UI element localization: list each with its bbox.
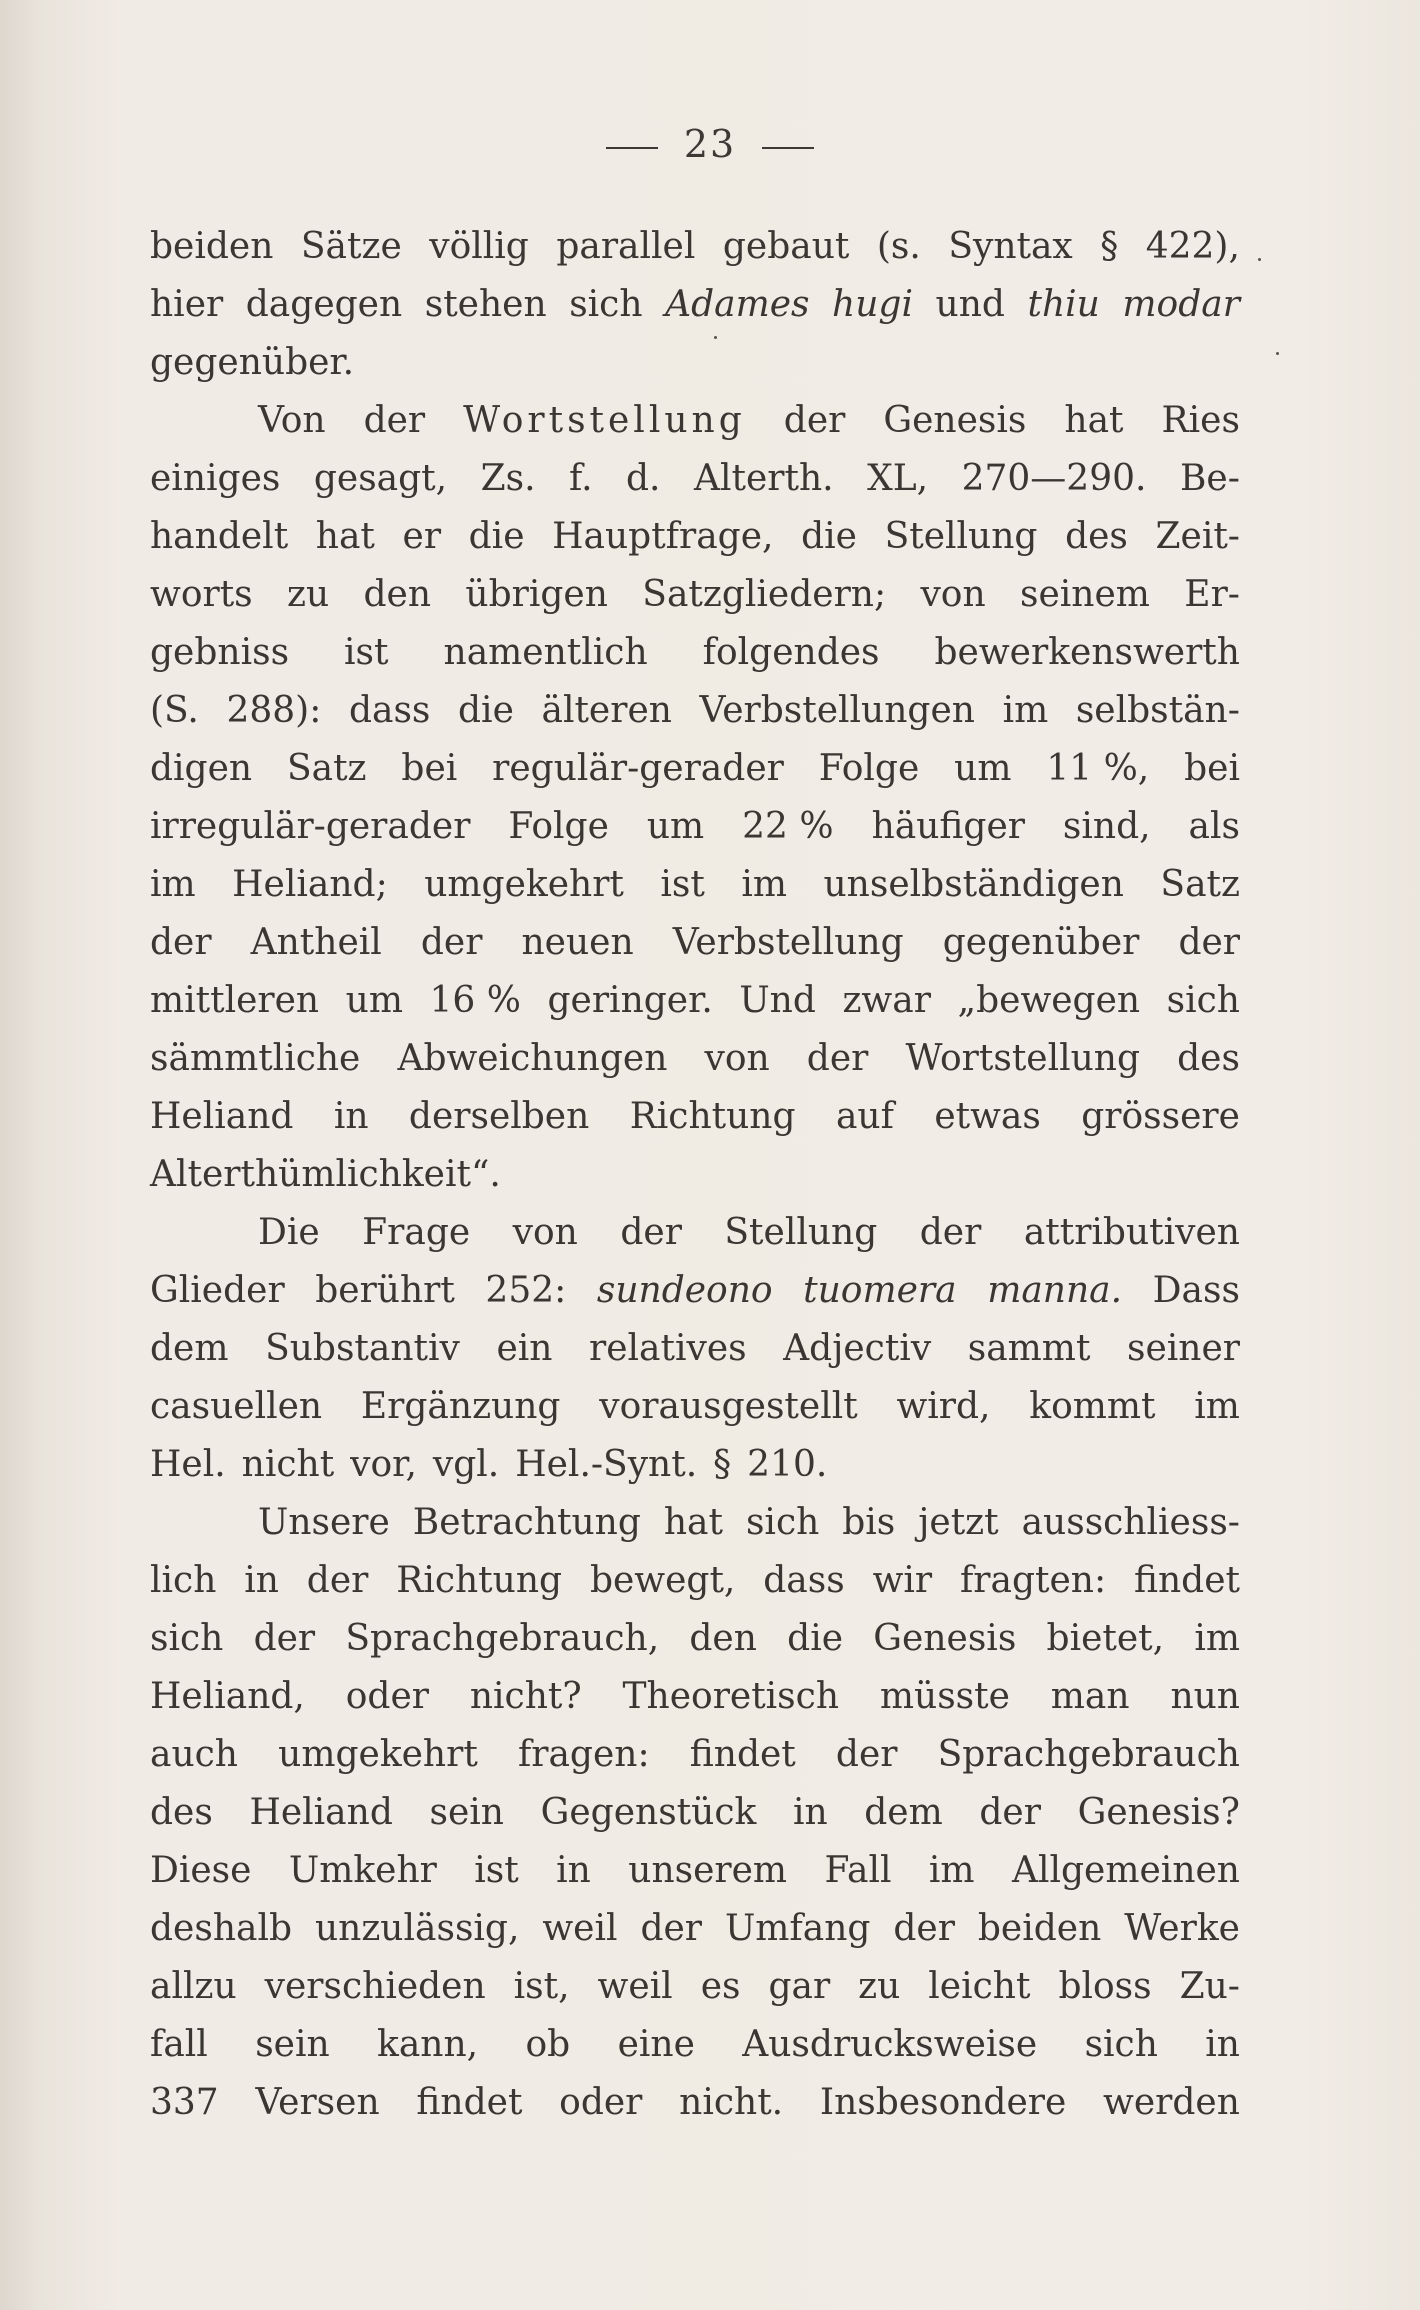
word: Werke: [1124, 1908, 1240, 1949]
word: der: [150, 922, 212, 963]
text-line: [150, 1030, 1240, 1088]
text-line: [150, 972, 1240, 1030]
word: Syntax: [948, 226, 1073, 267]
word: etwas: [934, 1096, 1041, 1137]
text-line: [150, 334, 1240, 392]
word: 210.: [747, 1444, 828, 1485]
word: er: [402, 516, 442, 557]
word: geringer.: [547, 980, 713, 1021]
word: Folge: [508, 806, 609, 847]
word: nicht.: [679, 2082, 784, 2123]
word: Gegenstück: [540, 1792, 757, 1833]
text-line: [150, 856, 1240, 914]
word: allzu: [150, 1966, 237, 2007]
word: 16 %: [429, 980, 521, 1021]
word: ob: [525, 2024, 571, 2065]
word: namentlich: [443, 632, 648, 673]
word: Satzgliedern;: [642, 574, 887, 615]
word: Hauptfrage,: [552, 516, 774, 557]
word: Umfang: [724, 1908, 871, 1949]
word: 288):: [226, 690, 322, 731]
word: Wortstellung: [463, 400, 746, 441]
word: bis: [842, 1502, 896, 1543]
word: einiges: [150, 458, 281, 499]
word: von: [920, 574, 986, 615]
text-line: [150, 1436, 1240, 1494]
word: Zeit-: [1155, 516, 1240, 557]
word: Ausdrucksweise: [742, 2024, 1038, 2065]
word: sich: [569, 284, 643, 325]
word: umgekehrt: [278, 1734, 478, 1775]
text-line: [150, 1088, 1240, 1146]
word: Richtung: [629, 1096, 796, 1137]
word: thiu: [1027, 284, 1100, 325]
text-line: [150, 914, 1240, 972]
word: die: [468, 516, 525, 557]
text-line: [150, 1900, 1240, 1958]
word: §: [713, 1444, 732, 1485]
word: manna.: [987, 1270, 1123, 1311]
word: bewerkenswerth: [934, 632, 1240, 673]
word: Hel.: [150, 1444, 226, 1485]
word: bietet,: [1046, 1618, 1165, 1659]
word: des: [1065, 516, 1128, 557]
word: seiner: [1126, 1328, 1240, 1369]
text-line: [150, 218, 1240, 276]
word: zwar: [842, 980, 931, 1021]
word: im: [928, 1850, 975, 1891]
word: des: [1177, 1038, 1240, 1079]
word: Diese: [150, 1850, 252, 1891]
word: in: [556, 1850, 591, 1891]
word: der: [620, 1212, 682, 1253]
word: Alterthümlichkeit“.: [150, 1154, 501, 1195]
word: parallel: [556, 226, 696, 267]
word: gar: [768, 1966, 831, 2007]
word: „bewegen: [957, 980, 1141, 1021]
word: auf: [835, 1096, 894, 1137]
word: Genesis?: [1077, 1792, 1240, 1833]
word: Stellung: [884, 516, 1038, 557]
word: Sprachgebrauch: [937, 1734, 1240, 1775]
word: von: [512, 1212, 578, 1253]
word: Genesis: [883, 400, 1027, 441]
word: übrigen: [465, 574, 608, 615]
word: Sprachgebrauch,: [345, 1618, 660, 1659]
word: Folge: [818, 748, 920, 789]
word: selbstän-: [1075, 690, 1240, 731]
word: Glieder: [150, 1270, 285, 1311]
word: Substantiv: [265, 1328, 460, 1369]
word: Alterth.: [694, 458, 834, 499]
word: wir: [872, 1560, 933, 1601]
word: Verbstellung: [672, 922, 904, 963]
text-line: [150, 682, 1240, 740]
word: sich: [1084, 2024, 1158, 2065]
word: wird,: [896, 1386, 991, 1427]
word: umgekehrt: [424, 864, 624, 905]
word: ein: [496, 1328, 553, 1369]
word: und: [935, 284, 1005, 325]
body-text: [150, 218, 1240, 2132]
word: eine: [617, 2024, 695, 2065]
word: (s.: [876, 226, 921, 267]
header-dash-right: [762, 147, 814, 149]
word: §: [1100, 226, 1119, 267]
word: ist: [660, 864, 705, 905]
text-line: [150, 1204, 1240, 1262]
word: oder: [345, 1676, 429, 1717]
word: Ergänzung: [360, 1386, 561, 1427]
word: im: [1002, 690, 1049, 731]
word: werden: [1103, 2082, 1240, 2123]
word: im: [1194, 1386, 1240, 1427]
word: der: [893, 1908, 955, 1949]
word: als: [1188, 806, 1240, 847]
text-line: [150, 1494, 1240, 1552]
word: sammt: [967, 1328, 1091, 1369]
text-line: [150, 740, 1240, 798]
word: Heliand: [150, 1096, 294, 1137]
word: dass: [348, 690, 431, 731]
word: müsste: [879, 1676, 1010, 1717]
word: im: [150, 864, 196, 905]
word: weil: [597, 1966, 673, 2007]
text-line: [150, 1842, 1240, 1900]
word: älteren: [541, 690, 672, 731]
word: der: [806, 1038, 869, 1079]
word: folgendes: [702, 632, 880, 673]
word: von: [704, 1038, 770, 1079]
word: Stellung: [724, 1212, 878, 1253]
word: es: [700, 1966, 741, 2007]
page-header: [0, 122, 1420, 166]
word: gegenüber: [942, 922, 1140, 963]
word: sein: [255, 2024, 330, 2065]
word: Abweichungen: [397, 1038, 668, 1079]
word: berührt: [315, 1270, 455, 1311]
word: um: [345, 980, 403, 1021]
text-line: [150, 1262, 1240, 1320]
word: hier: [150, 284, 224, 325]
page-number: 23: [683, 122, 737, 166]
word: der: [835, 1734, 898, 1775]
word: sich: [1166, 980, 1240, 1021]
word: d.: [626, 458, 661, 499]
word: seinem: [1020, 574, 1150, 615]
word: Er-: [1184, 574, 1240, 615]
word: dem: [150, 1328, 229, 1369]
word: hat: [1064, 400, 1124, 441]
word: Verbstellungen: [699, 690, 975, 731]
word: Und: [739, 980, 816, 1021]
word: Heliand;: [232, 864, 388, 905]
text-line: [150, 1726, 1240, 1784]
word: (S.: [150, 690, 199, 731]
word: Genesis: [873, 1618, 1017, 1659]
word: handelt: [150, 516, 289, 557]
text-line: [150, 1958, 1240, 2016]
word: fragten:: [959, 1560, 1107, 1601]
word: vorausgestellt: [599, 1386, 858, 1427]
word: bloss: [1058, 1966, 1152, 2007]
header-dash-left: [606, 147, 658, 149]
word: der: [420, 922, 483, 963]
word: der: [1178, 922, 1240, 963]
word: weil: [542, 1908, 618, 1949]
word: regulär-gerader: [492, 748, 784, 789]
word: lich: [150, 1560, 217, 1601]
word: digen: [150, 748, 253, 789]
word: in: [792, 1792, 828, 1833]
word: bewegt,: [589, 1560, 736, 1601]
word: kommt: [1029, 1386, 1156, 1427]
word: dagegen: [245, 284, 403, 325]
word: bei: [401, 748, 458, 789]
word: 422),: [1145, 226, 1240, 267]
word: der: [640, 1908, 703, 1949]
word: nicht?: [469, 1676, 582, 1717]
word: oder: [559, 2082, 643, 2123]
text-line: [150, 798, 1240, 856]
word: Ries: [1161, 400, 1240, 441]
word: kann,: [377, 2024, 479, 2065]
text-line: [150, 1320, 1240, 1378]
word: derselben: [408, 1096, 590, 1137]
text-line: [150, 276, 1240, 334]
word: sundeono: [596, 1270, 773, 1311]
word: gebniss: [150, 632, 290, 673]
word: mittleren: [150, 980, 320, 1021]
text-line: [150, 2016, 1240, 2074]
word: tuomera: [803, 1270, 957, 1311]
text-line: [150, 1378, 1240, 1436]
word: nun: [1170, 1676, 1240, 1717]
print-speck: [1258, 258, 1261, 261]
word: XL,: [867, 458, 929, 499]
word: 11 %,: [1046, 748, 1150, 789]
word: gebaut: [722, 226, 850, 267]
text-line: [150, 1610, 1240, 1668]
word: der: [363, 400, 426, 441]
word: den: [689, 1618, 757, 1659]
word: Antheil: [250, 922, 382, 963]
word: völlig: [429, 226, 529, 267]
word: sich: [150, 1618, 224, 1659]
word: 22 %: [742, 806, 834, 847]
word: Heliand,: [150, 1676, 305, 1717]
word: man: [1050, 1676, 1130, 1717]
text-line: [150, 1552, 1240, 1610]
word: der: [783, 400, 846, 441]
word: attributiven: [1023, 1212, 1240, 1253]
text-line: [150, 1784, 1240, 1842]
text-line: [150, 392, 1240, 450]
word: hat: [315, 516, 375, 557]
word: ist: [474, 1850, 519, 1891]
text-line: [150, 508, 1240, 566]
word: Unsere: [258, 1502, 390, 1543]
word: Satz: [286, 748, 367, 789]
word: fragen:: [517, 1734, 650, 1775]
word: Sätze: [300, 226, 402, 267]
word: Die: [258, 1212, 320, 1253]
word: fall: [150, 2024, 208, 2065]
word: hat: [663, 1502, 723, 1543]
text-line: [150, 2074, 1240, 2132]
text-line: [150, 624, 1240, 682]
word: Versen: [255, 2082, 380, 2123]
word: Richtung: [396, 1560, 563, 1601]
word: findet: [1133, 1560, 1240, 1601]
word: ist,: [513, 1966, 570, 2007]
word: Theoretisch: [622, 1676, 840, 1717]
word: des: [150, 1792, 213, 1833]
word: Von: [258, 400, 326, 441]
word: Satz: [1160, 864, 1240, 905]
word: deshalb: [150, 1908, 293, 1949]
word: nicht: [241, 1444, 335, 1485]
word: vor,: [350, 1444, 417, 1485]
word: Allgemeinen: [1011, 1850, 1240, 1891]
word: in: [333, 1096, 369, 1137]
word: die: [458, 690, 514, 731]
word: Zs.: [480, 458, 536, 499]
word: unserem: [628, 1850, 788, 1891]
word: auch: [150, 1734, 238, 1775]
text-line: [150, 1668, 1240, 1726]
word: sämmtliche: [150, 1038, 361, 1079]
word: um: [646, 806, 705, 847]
word: Dass: [1152, 1270, 1240, 1311]
word: Be-: [1179, 458, 1240, 499]
text-line: [150, 566, 1240, 624]
word: hugi: [832, 284, 913, 325]
word: ausschliess-: [1021, 1502, 1240, 1543]
word: in: [1205, 2024, 1240, 2065]
word: Wortstellung: [905, 1038, 1141, 1079]
word: zu: [858, 1966, 901, 2007]
word: unselbständigen: [823, 864, 1124, 905]
word: dem: [864, 1792, 943, 1833]
word: Adjectiv: [783, 1328, 932, 1369]
word: die: [787, 1618, 844, 1659]
word: Zu-: [1179, 1966, 1240, 2007]
word: im: [1194, 1618, 1240, 1659]
word: Umkehr: [288, 1850, 437, 1891]
print-speck: [714, 336, 717, 339]
word: leicht: [928, 1966, 1031, 2007]
word: neuen: [521, 922, 634, 963]
word: dass: [763, 1560, 845, 1601]
word: Betrachtung: [412, 1502, 641, 1543]
word: beiden: [150, 226, 274, 267]
word: häufiger: [871, 806, 1025, 847]
text-line: [150, 450, 1240, 508]
word: irregulär-gerader: [150, 806, 471, 847]
word: um: [954, 748, 1012, 789]
word: sind,: [1062, 806, 1151, 847]
word: Insbesondere: [819, 2082, 1067, 2123]
word: worts: [150, 574, 253, 615]
word: sich: [745, 1502, 820, 1543]
word: bei: [1184, 748, 1240, 789]
word: gegenüber.: [150, 342, 355, 383]
text-line: [150, 1146, 1240, 1204]
word: Hel.-Synt.: [515, 1444, 698, 1485]
word: verschieden: [264, 1966, 486, 2007]
word: 270—290.: [961, 458, 1147, 499]
word: Fall: [824, 1850, 892, 1891]
word: ist: [344, 632, 389, 673]
word: der: [919, 1212, 982, 1253]
word: im: [741, 864, 787, 905]
word: grössere: [1081, 1096, 1240, 1137]
word: 337: [150, 2082, 219, 2123]
word: die: [801, 516, 857, 557]
word: unzulässig,: [314, 1908, 520, 1949]
word: Frage: [362, 1212, 471, 1253]
word: gesagt,: [313, 458, 448, 499]
word: der: [979, 1792, 1041, 1833]
word: f.: [569, 458, 593, 499]
word: vgl.: [432, 1444, 500, 1485]
word: casuellen: [150, 1386, 323, 1427]
word: stehen: [424, 284, 547, 325]
word: 252:: [485, 1270, 567, 1311]
print-speck: [1276, 352, 1279, 355]
word: sein: [429, 1792, 504, 1833]
word: findet: [416, 2082, 523, 2123]
word: jetzt: [918, 1502, 999, 1543]
word: Adames: [665, 284, 810, 325]
word: findet: [689, 1734, 796, 1775]
word: zu: [287, 574, 330, 615]
word: der: [253, 1618, 316, 1659]
word: der: [306, 1560, 369, 1601]
word: modar: [1122, 284, 1240, 325]
word: den: [363, 574, 432, 615]
word: in: [244, 1560, 279, 1601]
word: relatives: [589, 1328, 747, 1369]
word: beiden: [977, 1908, 1102, 1949]
word: Heliand: [249, 1792, 393, 1833]
